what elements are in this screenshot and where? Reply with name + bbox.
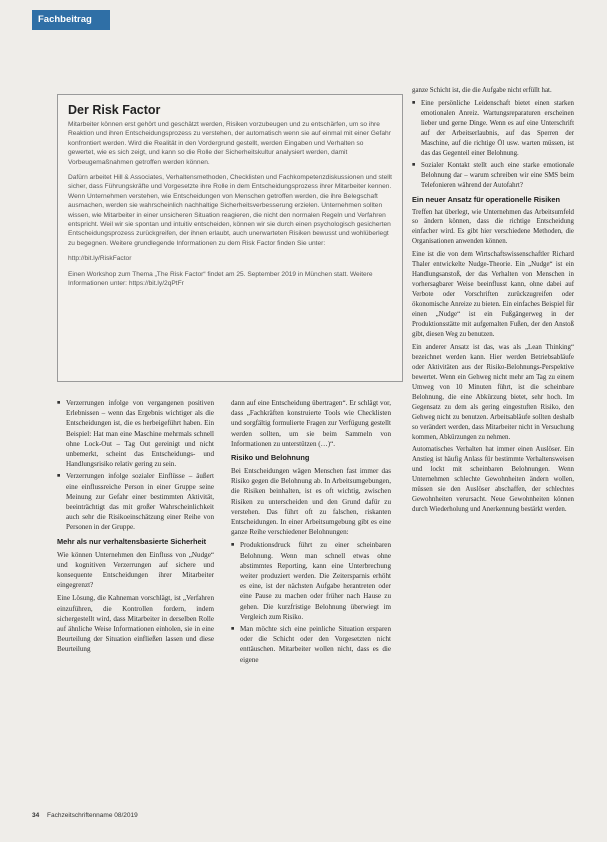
paragraph: Eine Lösung, die Kahneman vorschlägt, ist „Verfahren einzuführen, die Kontrollen fordern, indem sichergestellt wird, dass Mitarbeiter in derselben Rolle auf ähnliche Weise Informationen einholen, sie in eine Beurteilung der Situation einfließen lassen und diese Beurteilung: [57, 594, 214, 654]
section-heading: Mehr als nur verhaltensbasierte Sicherheit: [57, 536, 207, 546]
list-item: ■ Man möchte sich eine peinliche Situation ersparen oder die Schicht oder den Vorgesetzten nicht enttäuschen. Mitarbeiter wollen nicht, dass es die eigene: [240, 624, 391, 665]
list-item: ■ Sozialer Kontakt stellt auch eine starke emotionale Belohnung dar – warum schreiben wir eine SMS beim Telefonieren während der Autofahrt?: [421, 161, 574, 191]
list-item: ■ Verzerrungen infolge sozialer Einflüsse – äußert eine einflussreiche Person in einer Gruppe seine Meinung zur Gefahr einer bestimmten Aktivität, beeinträchtigt das mit großer Wahrscheinlichkeit auch sehr die Risikoeinschätzung einer Reihe von Personen in der Gruppe.: [66, 471, 214, 532]
box-title: Der Risk Factor: [68, 103, 161, 117]
paragraph: Bei Entscheidungen wägen Menschen fast immer das Risiko gegen die Belohnung ab. In Arbeitsumgebungen, die Risiken beinhalten, ist es oft wichtig, zwischen Risiken zu unterscheiden und den Grund dafür zu verstehen. Das führt oft zu falschen, riskanten Entscheidungen. In einer Arbeitsumgebung gibt es eine ganze Reihe verschiedener Belohnungen:: [231, 467, 391, 537]
column-2: [231, 398, 391, 667]
list-item: ■ Produktionsdruck führt zu einer scheinbaren Belohnung. Wenn man schnell etwas ohne abstimmtes Reporting, kann eine Unterbrechung weiter produziert werden. Die Zeitersparnis erhöht es eine, ist der nächsten Aufgabe herantreten oder eine Pause zu machen oder früher nach Hause zu gehen. Die kurzfristige Belohnung überwiegt im Vergleich zum Risiko.: [240, 540, 391, 622]
paragraph: Eine ist die von dem Wirtschaftswissenschaftler Richard Thaler entwickelte Nudge-Theorie. Ein „Nudge“ ist ein Handlungsanstoß, der das Verhalten von Menschen in vorhersagbarer Weise beeinflusst kann, ohne dabei auf Verbote oder Vorschriften zurückzugreifen oder ökonomische Anreize zu bieten. Ein einfaches Beispiel für einen „Nudge“ ist ein Fußgängerweg in der Produktionsstätte mit aufgemalten Fußen, der den Anstoß gibt, diesen Weg zu benutzen.: [412, 251, 574, 338]
box-paragraph-3: Einen Workshop zum Thema „The Risk Factor“ findet am 25. September 2019 in München statt. Weitere Informationen unter: https://bit.ly/2qPtFr: [68, 270, 373, 288]
section-heading: Risiko und Belohnung: [231, 453, 310, 463]
page-number: 34: [32, 812, 40, 819]
column-1: [57, 398, 214, 658]
paragraph: ganze Schicht ist, die die Aufgabe nicht erfüllt hat.: [412, 87, 552, 94]
column-3: [412, 86, 574, 518]
box-link[interactable]: http://bit.ly/RiskFactor: [68, 255, 132, 263]
paragraph: dann auf eine Entscheidung übertragen“. Er schlägt vor, dass „Fachkräften konstruierte Tools wie Checklisten und sorgfältig formulierte Fragen zur Verfügung gestellt werden sollten, um sie beim Sammeln von Informationen zu unterstützen (…)“.: [231, 399, 391, 448]
section-tab: Fachbeitrag: [32, 10, 110, 30]
paragraph: Treffen hat überlegt, wie Unternehmen das Arbeitsumfeld so ändern können, dass die richtige Entscheidung einfacher wird. Es gibt hier verschiedene Methoden, die Organisationen anwenden können.: [412, 208, 574, 246]
page-footer: [32, 812, 138, 819]
publication-name: Fachzeitschriftenname 08/2019: [47, 812, 138, 819]
paragraph: Automatisches Verhalten hat immer einen Auslöser. Ein Anstieg ist häufig Anlass für bestimmte Verhaltensweisen und lockt mit scheinbaren Belohnungen. Wenn Unternehmen schlechte Gewohnheiten ändern wollen, müssen sie den Auslöser abschaffen, der schlechtes Gewohnheiten verursacht. Neue Gewohnheiten können durch Wiederholung und Anerkennung bestärkt werden.: [412, 446, 574, 514]
risk-factor-box: [57, 94, 403, 382]
paragraph: Wie können Unternehmen den Einfluss von „Nudge“ und kognitiven Verzerrungen auf sichere und konsequente Entscheidungen ihrer Mitarbeiter eingegrenzt?: [57, 550, 214, 590]
list-item: ■ Eine persönliche Leidenschaft bietet einen starken emotionalen Anreiz. Wartungsreparaturen erscheinen lieber und gerne Dinge. Wenn es auf eine Unterschrift auf der Arbeitserlaubnis, auf das Sperren der Maschine, auf die richtige Öl usw. warten müssen, ist das das Gegenteil einer Belohnung.: [421, 99, 574, 159]
paragraph: Ein anderer Ansatz ist das, was als „Lean Thinking“ bezeichnet werden kann. Hier werden Betriebsabläufe oder Aktivitäten aus der Risiko-Belohnungs-Perspektive bewertet. Wenn ein Gehweg nicht mehr am Tag zu einem Umweg von 10 Minuten führt, ist die scheinbare Belohnung, die eine Abkürzung bietet, sehr hoch. Im Gegensatz zu dem als gering eingestuften Risiko, den Gehweg nicht zu benutzen. Arbeitsabläufe sollten deshalb so verändert werden, dass Mitarbeiter nicht in Versuchung kommen, Abkürzungen zu nehmen.: [412, 343, 574, 441]
box-paragraph-1: Mitarbeiter können erst gehört und geschätzt werden, Risiken vorzubeugen und zu entschärfen, um so ihre Reaktion und ihren Entscheidungsprozess zu verstehen, der automatisch wenn sie auf einmal mit einer Gefahr konfrontiert werden. Wird die Realität in den Vordergrund gestellt, werden Eingaben und Verhalten so gewertet, wie es sich zeigt, und kann so die Rolle der Sicherheitskultur analysiert werden, damit Vorbeugemaßnahmen getroffen werden können.: [68, 121, 391, 166]
list-item: ■ Verzerrungen infolge von vergangenen positiven Erlebnissen – wenn das Ergebnis wichtiger als die Entscheidungen ist, die es herbeigeführt haben. Ein Beispiel: Hat man eine Maschine mehrmals schnell ohne Lock-Out – Tag Out gereinigt und nicht unbemerkt, scheint das Entscheidungs- und Handlungsrisiko relativ gering zu sein.: [66, 398, 214, 469]
section-heading: Ein neuer Ansatz für operationelle Risiken: [412, 194, 560, 204]
box-paragraph-2: Dafürn arbeitet Hill & Associates, Verhaltensmethoden, Checklisten und Fachkompetenzdiskussionen und stellt sicher, dass Führungskräfte und Vorgesetzte ihre Rolle in dem Entscheidungsprozess ihrer Mitarbeiter kennen. Wenn Unternehmen verstehen, wie Entscheidungen von Menschen getroffen werden, die ihre Belegschaft ausmachen, werden sie wahrscheinlich nachhaltige Sicherheitsverbesserung erzielen. Unternehmen sollten wissen, wie Mitarbeiter in einer unsicheren Situation reagieren, die nicht den normalen Regeln und Verfahren entspricht. Weil wir sie spontan und intuitiv entscheiden, können wir sie durch einen psychologisch gesicherten Entscheidungsprozess zurückgreifen, der ihnen erlaubt, auch unerwarteten Risiken bewusst und wohlüberlegt zu begegnen. Weitere grundlegende Informationen zu dem Risk Factor finden Sie unter:: [68, 174, 393, 247]
